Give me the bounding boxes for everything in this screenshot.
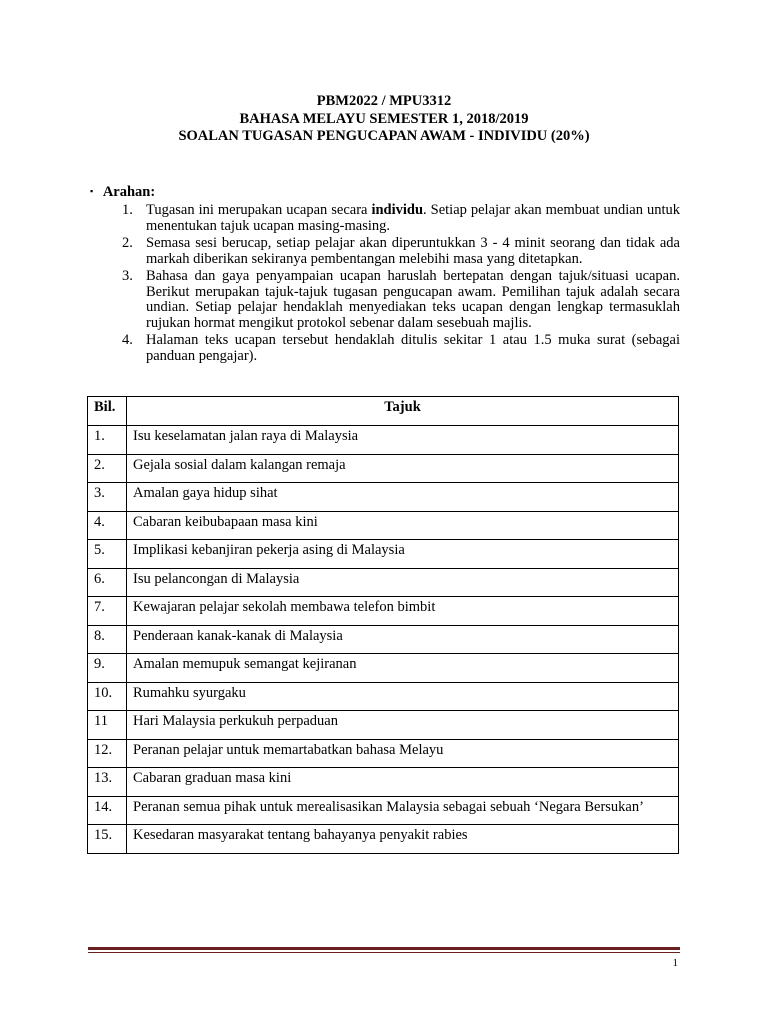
table-row bbox=[88, 654, 679, 683]
topics-table-body bbox=[88, 426, 679, 854]
table-row bbox=[88, 454, 679, 483]
instruction-item bbox=[90, 236, 680, 267]
instruction-number: 1. bbox=[122, 202, 133, 218]
instruction-number: 3. bbox=[122, 268, 133, 284]
row-number: 6. bbox=[88, 568, 127, 597]
instruction-emphasis: individu bbox=[371, 202, 424, 218]
table-row bbox=[88, 540, 679, 569]
topics-table bbox=[87, 396, 679, 854]
table-row bbox=[88, 711, 679, 740]
row-topic: Implikasi kebanjiran pekerja asing di Malaysia bbox=[127, 540, 679, 569]
course-title: BAHASA MELAYU SEMESTER 1, 2018/2019 bbox=[239, 110, 529, 127]
instructions-list bbox=[90, 203, 680, 364]
row-number: 5. bbox=[88, 540, 127, 569]
instruction-text: Halaman teks ucapan tersebut hendaklah ditulis sekitar 1 atau 1.5 muka surat (sebagai panduan pengajar). bbox=[146, 332, 680, 364]
row-number: 12. bbox=[88, 739, 127, 768]
row-topic: Rumahku syurgaku bbox=[127, 682, 679, 711]
instruction-text: Semasa sesi berucap, setiap pelajar akan diperuntukkan 3 - 4 minit seorang dan tidak ada markah diberikan sekiranya pembentangan melebihi masa yang ditetapkan. bbox=[146, 235, 680, 267]
instruction-item bbox=[90, 333, 680, 364]
row-topic: Peranan semua pihak untuk merealisasikan Malaysia sebagai sebuah ‘Negara Bersukan’ bbox=[127, 796, 679, 825]
row-number: 10. bbox=[88, 682, 127, 711]
instruction-text: Tugasan ini merupakan ucapan secara bbox=[146, 202, 372, 218]
row-topic: Hari Malaysia perkukuh perpaduan bbox=[127, 711, 679, 740]
footer-divider bbox=[88, 947, 680, 950]
instruction-item bbox=[90, 203, 680, 234]
document-header bbox=[0, 93, 768, 146]
table-row bbox=[88, 426, 679, 455]
row-topic: Kesedaran masyarakat tentang bahayanya penyakit rabies bbox=[127, 825, 679, 854]
column-header-bil: Bil. bbox=[88, 397, 127, 426]
row-number: 2. bbox=[88, 454, 127, 483]
instructions-heading bbox=[90, 183, 680, 201]
row-topic: Cabaran graduan masa kini bbox=[127, 768, 679, 797]
row-topic: Penderaan kanak-kanak di Malaysia bbox=[127, 625, 679, 654]
row-topic: Peranan pelajar untuk memartabatkan bahasa Melayu bbox=[127, 739, 679, 768]
row-topic: Cabaran keibubapaan masa kini bbox=[127, 511, 679, 540]
instruction-item bbox=[90, 269, 680, 331]
instructions-heading-text: Arahan: bbox=[102, 184, 156, 200]
row-topic: Isu pelancongan di Malaysia bbox=[127, 568, 679, 597]
column-header-tajuk: Tajuk bbox=[127, 397, 679, 426]
row-number: 15. bbox=[88, 825, 127, 854]
row-number: 9. bbox=[88, 654, 127, 683]
instruction-text-continued: . Setiap pelajar akan membuat undian untuk menentukan tajuk ucapan masing-masing. bbox=[146, 202, 680, 234]
table-row bbox=[88, 739, 679, 768]
instruction-text: Bahasa dan gaya penyampaian ucapan haruslah bertepatan dengan tajuk/situasi ucapan. Berikut merupakan tajuk-tajuk tugasan pengucapan awam. Pemilihan tajuk adalah secara undian. Setiap pelajar hendaklah menyediakan teks ucapan dengan lengkap termasuklah rujukan hormat mengikut protokol sebenar dalam sesebuah majlis. bbox=[146, 268, 680, 331]
table-row bbox=[88, 682, 679, 711]
assignment-title: SOALAN TUGASAN PENGUCAPAN AWAM - INDIVIDU (20%) bbox=[178, 128, 590, 144]
row-number: 13. bbox=[88, 768, 127, 797]
table-row bbox=[88, 483, 679, 512]
square-bullet-icon: ▪ bbox=[90, 186, 94, 196]
row-topic: Amalan gaya hidup sihat bbox=[127, 483, 679, 512]
table-row bbox=[88, 796, 679, 825]
row-number: 11 bbox=[88, 711, 127, 740]
table-row bbox=[88, 825, 679, 854]
footer-divider-thin bbox=[88, 952, 680, 953]
instructions-section bbox=[90, 183, 680, 366]
table-row bbox=[88, 597, 679, 626]
page-number: 1 bbox=[672, 957, 678, 969]
row-number: 1. bbox=[88, 426, 127, 455]
row-topic: Amalan memupuk semangat kejiranan bbox=[127, 654, 679, 683]
row-number: 14. bbox=[88, 796, 127, 825]
table-row bbox=[88, 511, 679, 540]
table-row bbox=[88, 568, 679, 597]
row-number: 3. bbox=[88, 483, 127, 512]
row-number: 4. bbox=[88, 511, 127, 540]
row-number: 7. bbox=[88, 597, 127, 626]
course-code: PBM2022 / MPU3312 bbox=[316, 93, 452, 109]
table-row bbox=[88, 768, 679, 797]
row-topic: Gejala sosial dalam kalangan remaja bbox=[127, 454, 679, 483]
table-row bbox=[88, 625, 679, 654]
instruction-number: 4. bbox=[122, 332, 133, 348]
row-topic: Isu keselamatan jalan raya di Malaysia bbox=[127, 426, 679, 455]
instruction-number: 2. bbox=[122, 235, 133, 251]
table-header-row bbox=[88, 397, 679, 426]
row-topic: Kewajaran pelajar sekolah membawa telefon bimbit bbox=[127, 597, 679, 626]
row-number: 8. bbox=[88, 625, 127, 654]
